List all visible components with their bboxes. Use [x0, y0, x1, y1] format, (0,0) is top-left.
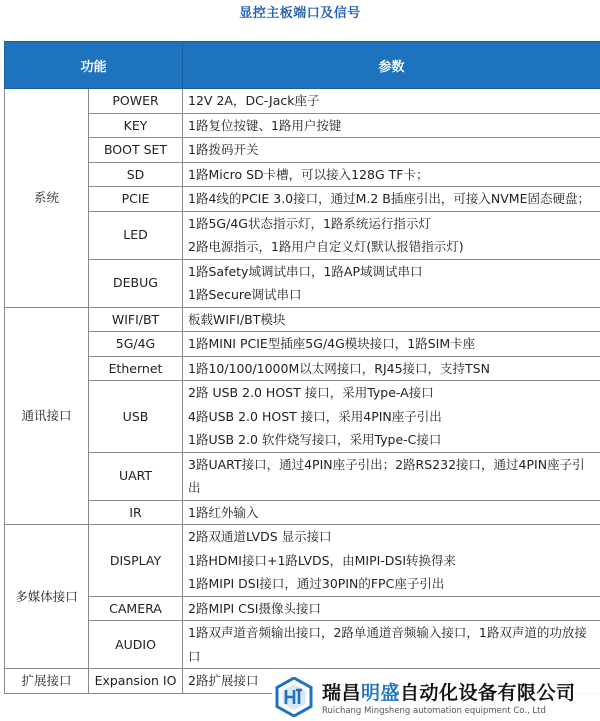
table-row	[5, 259, 600, 307]
param-cell	[183, 381, 600, 453]
param-cell: 1路双声道音频输出接口，2路单通道音频输入接口，1路双声道的功放接口	[183, 621, 600, 669]
item-cell: DISPLAY	[89, 525, 183, 597]
param-line: 1路HDMI接口+1路LVDS，由MIPI-DSI转换得来	[188, 552, 457, 568]
company-name-highlight: 明盛	[361, 681, 401, 704]
param-line: 1路Secure调试串口	[188, 287, 302, 302]
param-cell: 1路MINI PCIE型插座5G/4G模块接口，1路SIM卡座	[183, 332, 600, 357]
item-cell: PCIE	[89, 187, 183, 212]
table-row	[5, 596, 600, 621]
table-header-row	[5, 42, 600, 89]
item-cell: 5G/4G	[89, 332, 183, 357]
param-cell: 1路复位按键、1路用户按键	[183, 113, 600, 138]
table-row	[5, 113, 600, 138]
table-row	[5, 621, 600, 669]
table-row	[5, 381, 600, 453]
item-cell: CAMERA	[89, 596, 183, 621]
param-cell: 1路拨码开关	[183, 138, 600, 163]
item-cell: SD	[89, 162, 183, 187]
category-cell: 扩展接口	[5, 669, 89, 694]
param-line: 1路5G/4G状态指示灯，1路系统运行指示灯	[188, 215, 431, 231]
param-cell: 2路MIPI CSI摄像头接口	[183, 596, 600, 621]
param-cell: 板载WIFI/BT模块	[183, 307, 600, 332]
param-cell: 2路扩展接口	[183, 669, 600, 694]
company-logo-icon	[274, 677, 314, 717]
category-cell: 系统	[5, 89, 89, 308]
document-title: 显控主板端口及信号	[239, 6, 361, 21]
category-cell: 多媒体接口	[5, 525, 89, 669]
param-line: 2路双通道LVDS 显示接口	[188, 529, 332, 544]
table-row	[5, 500, 600, 525]
item-cell: UART	[89, 452, 183, 500]
table-row	[5, 187, 600, 212]
param-cell: 1路10/100/1000M以太网接口，RJ45接口，支持TSN	[183, 356, 600, 381]
param-cell: 1路Micro SD卡槽，可以接入128G TF卡；	[183, 162, 600, 187]
param-line: 1路Safety域调试串口，1路AP域调试串口	[188, 263, 423, 279]
table-row	[5, 356, 600, 381]
item-cell: Ethernet	[89, 356, 183, 381]
table-row	[5, 525, 600, 597]
param-cell	[183, 259, 600, 307]
param-line: 1路USB 2.0 软件烧写接口，采用Type-C接口	[188, 432, 442, 447]
param-cell	[183, 211, 600, 259]
table-row	[5, 307, 600, 332]
item-cell: Expansion IO	[89, 669, 183, 694]
item-cell: DEBUG	[89, 259, 183, 307]
category-cell: 通讯接口	[5, 307, 89, 525]
company-name-en: Ruichang Mingsheng automation equipment Co., Ltd	[322, 705, 546, 716]
item-cell: WIFI/BT	[89, 307, 183, 332]
item-cell: IR	[89, 500, 183, 525]
table-row	[5, 211, 600, 259]
item-cell: POWER	[89, 89, 183, 114]
item-cell: AUDIO	[89, 621, 183, 669]
table-row	[5, 332, 600, 357]
table-row	[5, 452, 600, 500]
company-name-cn	[322, 678, 576, 705]
header-params: 参数	[183, 42, 600, 89]
param-line: 2路 USB 2.0 HOST 接口，采用Type-A接口	[188, 385, 434, 400]
company-name-suffix: 自动化设备有限公司	[400, 681, 576, 704]
param-cell: 1路4线的PCIE 3.0接口，通过M.2 B插座引出，可接入NVME固态硬盘；	[183, 187, 600, 212]
param-line: 4路USB 2.0 HOST 接口，采用4PIN座子引出	[188, 408, 442, 424]
param-line: 1路MIPI DSI接口，通过30PIN的FPC座子引出	[188, 576, 445, 591]
table-row	[5, 162, 600, 187]
item-cell: KEY	[89, 113, 183, 138]
spec-table	[4, 41, 600, 694]
param-line: 2路电源指示，1路用户自定义灯(默认报错指示灯)	[188, 239, 464, 254]
param-cell: 1路红外输入	[183, 500, 600, 525]
company-watermark	[272, 672, 600, 721]
table-row	[5, 89, 600, 114]
param-cell: 12V 2A，DC-Jack座子	[183, 89, 600, 114]
item-cell: LED	[89, 211, 183, 259]
item-cell: USB	[89, 381, 183, 453]
company-name-prefix: 瑞昌	[322, 681, 362, 704]
param-cell: 3路UART接口，通过4PIN座子引出；2路RS232接口，通过4PIN座子引出	[183, 452, 600, 500]
table-row	[5, 138, 600, 163]
param-cell	[183, 525, 600, 597]
item-cell: BOOT SET	[89, 138, 183, 163]
header-function: 功能	[5, 42, 183, 89]
